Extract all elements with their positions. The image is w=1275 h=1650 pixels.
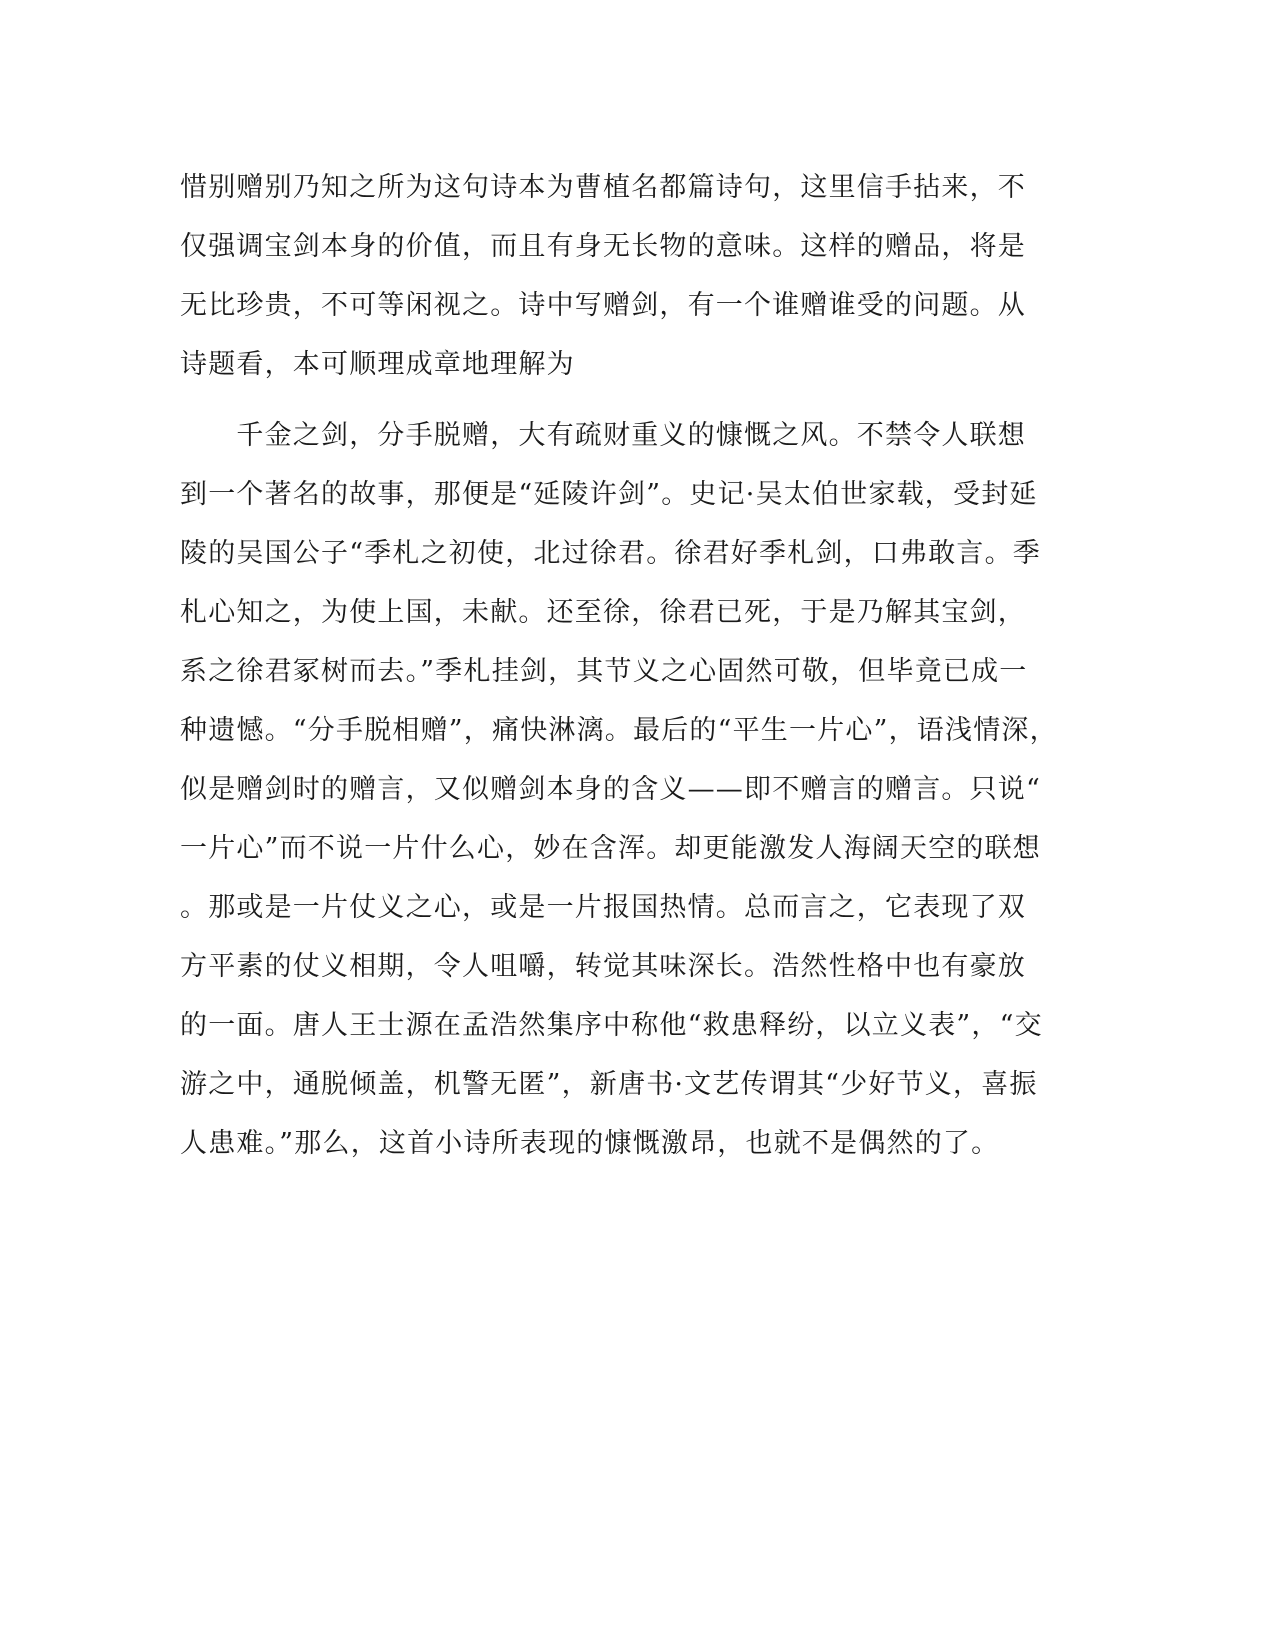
paragraph-spacer (180, 394, 1040, 406)
text-line: 。那或是一片仗义之心，或是一片报国热情。总而言之，它表现了双 (180, 892, 1026, 923)
text-line: 种遗憾。“分手脱相赠”，痛快淋漓。最后的“平生一片心”，语浅情深， (180, 715, 1058, 746)
text-line: 一片心”而不说一片什么心，妙在含浑。却更能激发人海阔天空的联想 (180, 833, 1042, 864)
text-line: 游之中，通脱倾盖，机警无匿”，新唐书·文艺传谓其“少好节义，喜振 (180, 1069, 1038, 1100)
paragraph-2 (180, 406, 1058, 1173)
text-line: 系之徐君冢树而去。”季札挂剑，其节义之心固然可敬，但毕竟已成一 (180, 656, 1028, 687)
text-line: 仅强调宝剑本身的价值，而且有身无长物的意味。这样的赠品，将是 (180, 231, 1026, 262)
document-body (180, 158, 1058, 1173)
text-line: 方平素的仗义相期，令人咀嚼，转觉其味深长。浩然性格中也有豪放 (180, 951, 1026, 982)
text-line: 到一个著名的故事，那便是“延陵许剑”。史记·吴太伯世家载，受封延 (180, 479, 1038, 510)
text-line: 人患难。”那么，这首小诗所表现的慷慨激昂，也就不是偶然的了。 (180, 1128, 1000, 1159)
text-line: 札心知之，为使上国，未献。还至徐，徐君已死，于是乃解其宝剑， (180, 597, 1026, 628)
text-line: 陵的吴国公子“季札之初使，北过徐君。徐君好季札剑，口弗敢言。季 (180, 538, 1042, 569)
paragraph-1 (180, 158, 1040, 394)
text-line: 惜别赠别乃知之所为这句诗本为曹植名都篇诗句，这里信手拈来，不 (180, 172, 1026, 203)
text-line: 诗题看，本可顺理成章地理解为 (180, 349, 575, 380)
text-line: 似是赠剑时的赠言，又似赠剑本身的含义——即不赠言的赠言。只说“ (180, 774, 1042, 805)
text-line: 无比珍贵，不可等闲视之。诗中写赠剑，有一个谁赠谁受的问题。从 (180, 290, 1026, 321)
text-line: 的一面。唐人王士源在孟浩然集序中称他“救患释纷，以立义表”，“交 (180, 1010, 1043, 1041)
text-line: 千金之剑，分手脱赠，大有疏财重义的慷慨之风。不禁令人联想 (180, 420, 1026, 451)
